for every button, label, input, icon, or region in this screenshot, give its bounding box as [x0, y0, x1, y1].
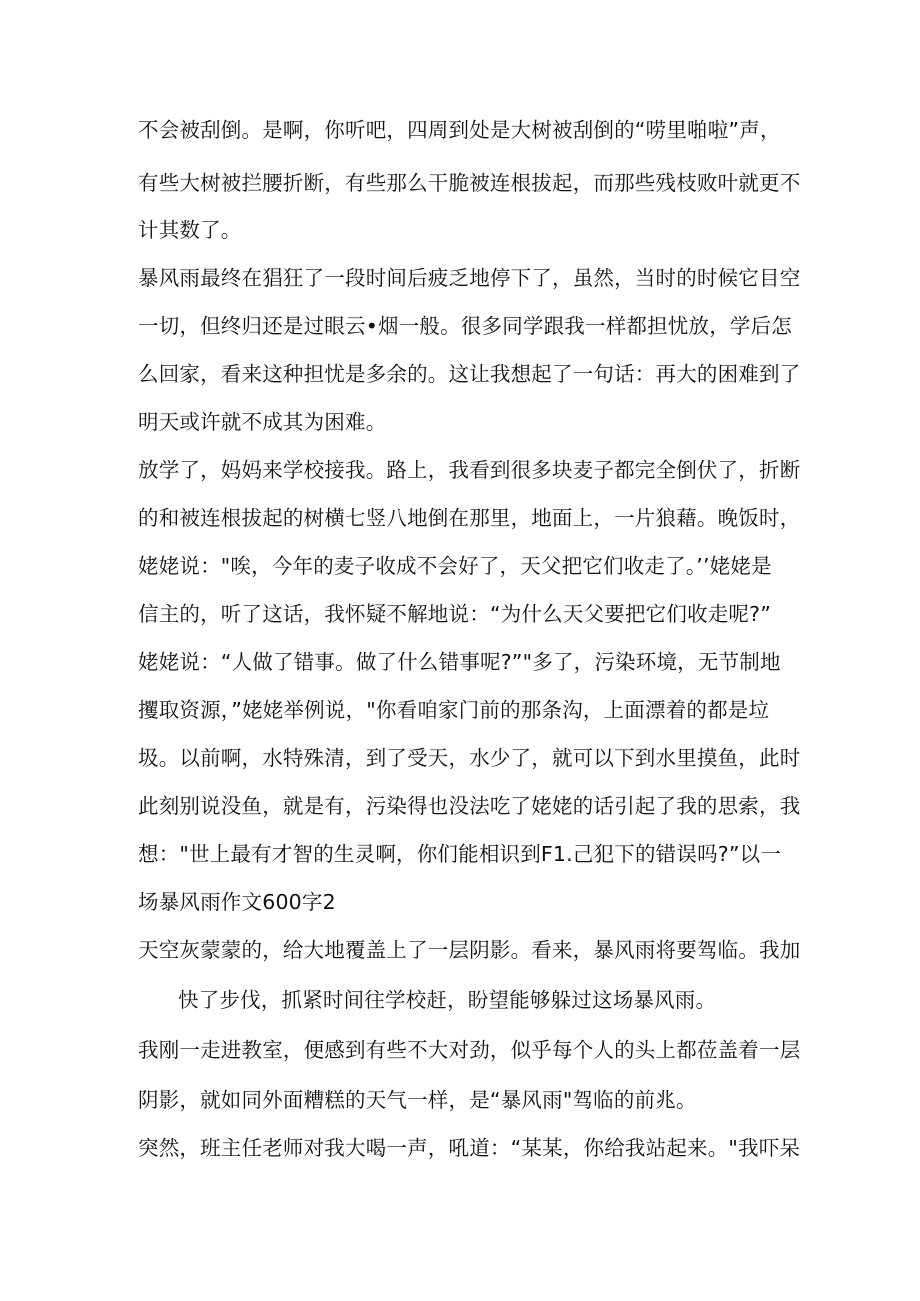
- text-line: 此刻别说没鱼，就是有，污染得也没法吃了姥姥的话引起了我的思索，我: [138, 794, 801, 818]
- text-line: 么回家，看来这种担忧是多余的。这让我想起了一句话：再大的困难到了: [138, 362, 801, 386]
- text-line: 一切，但终归还是过眼云•烟一般。很多同学跟我一样都担忧放，学后怎: [138, 314, 792, 338]
- text-line: 计其数了。: [138, 218, 242, 242]
- text-line: 姥姥说：“人做了错事。做了什么错事呢?”"多了，污染环境，无节制地: [138, 650, 781, 674]
- text-line: 明天或许就不成其为困难。: [138, 410, 387, 434]
- text-line: 不会被刮倒。是啊，你听吧，四周到处是大树被刮倒的“唠里啪啦”声，: [138, 118, 781, 142]
- text-line: 放学了，妈妈来学校接我。路上，我看到很多块麦子都完全倒伏了，折断: [138, 458, 801, 482]
- text-line: 攫取资源，”姥姥举例说，"你看咱家门前的那条沟，上面漂着的都是垃: [138, 698, 770, 722]
- text-line: 想："世上最有才智的生灵啊，你们能相识到F1.己犯下的错误吗?”以一: [138, 842, 782, 866]
- text-line: 场暴风雨作文600字2: [138, 890, 336, 914]
- text-line: 我刚一走进教室，便感到有些不大对劲，似乎每个人的头上都莅盖着一层: [138, 1038, 801, 1062]
- text-line: 快了步伐，抓紧时间往学校赶，盼望能够躲过这场暴风雨。: [178, 988, 717, 1012]
- text-line: 暴风雨最终在猖狂了一段时间后疲乏地停下了，虽然，当时的时候它目空: [138, 266, 801, 290]
- text-line: 天空灰蒙蒙的，给大地覆盖上了一层阴影。看来，暴风雨将要驾临。我加: [138, 938, 801, 962]
- text-line: 的和被连根拔起的树横七竖八地倒在那里，地面上，一片狼藉。晚饭时，: [138, 506, 801, 530]
- text-line: 突然，班主任老师对我大喝一声，吼道：“某某，你给我站起来。"我吓呆: [138, 1136, 801, 1160]
- text-line: 有些大树被拦腰折断，有些那么干脆被连根拔起，而那些残枝败叶就更不: [138, 171, 801, 195]
- text-line: 姥姥说："唉，今年的麦子收成不会好了，天父把它们收走了。’’姥姥是: [138, 554, 772, 578]
- text-line: 圾。以前啊，水特殊清，到了受天，水少了，就可以下到水里摸鱼，此时: [138, 746, 801, 770]
- text-line: 信主的，听了这话，我怀疑不解地说：“为什么天父要把它们收走呢?”: [138, 602, 772, 626]
- text-line: 阴影，就如同外面糟糕的天气一样，是“暴风雨"驾临的前兆。: [138, 1088, 697, 1112]
